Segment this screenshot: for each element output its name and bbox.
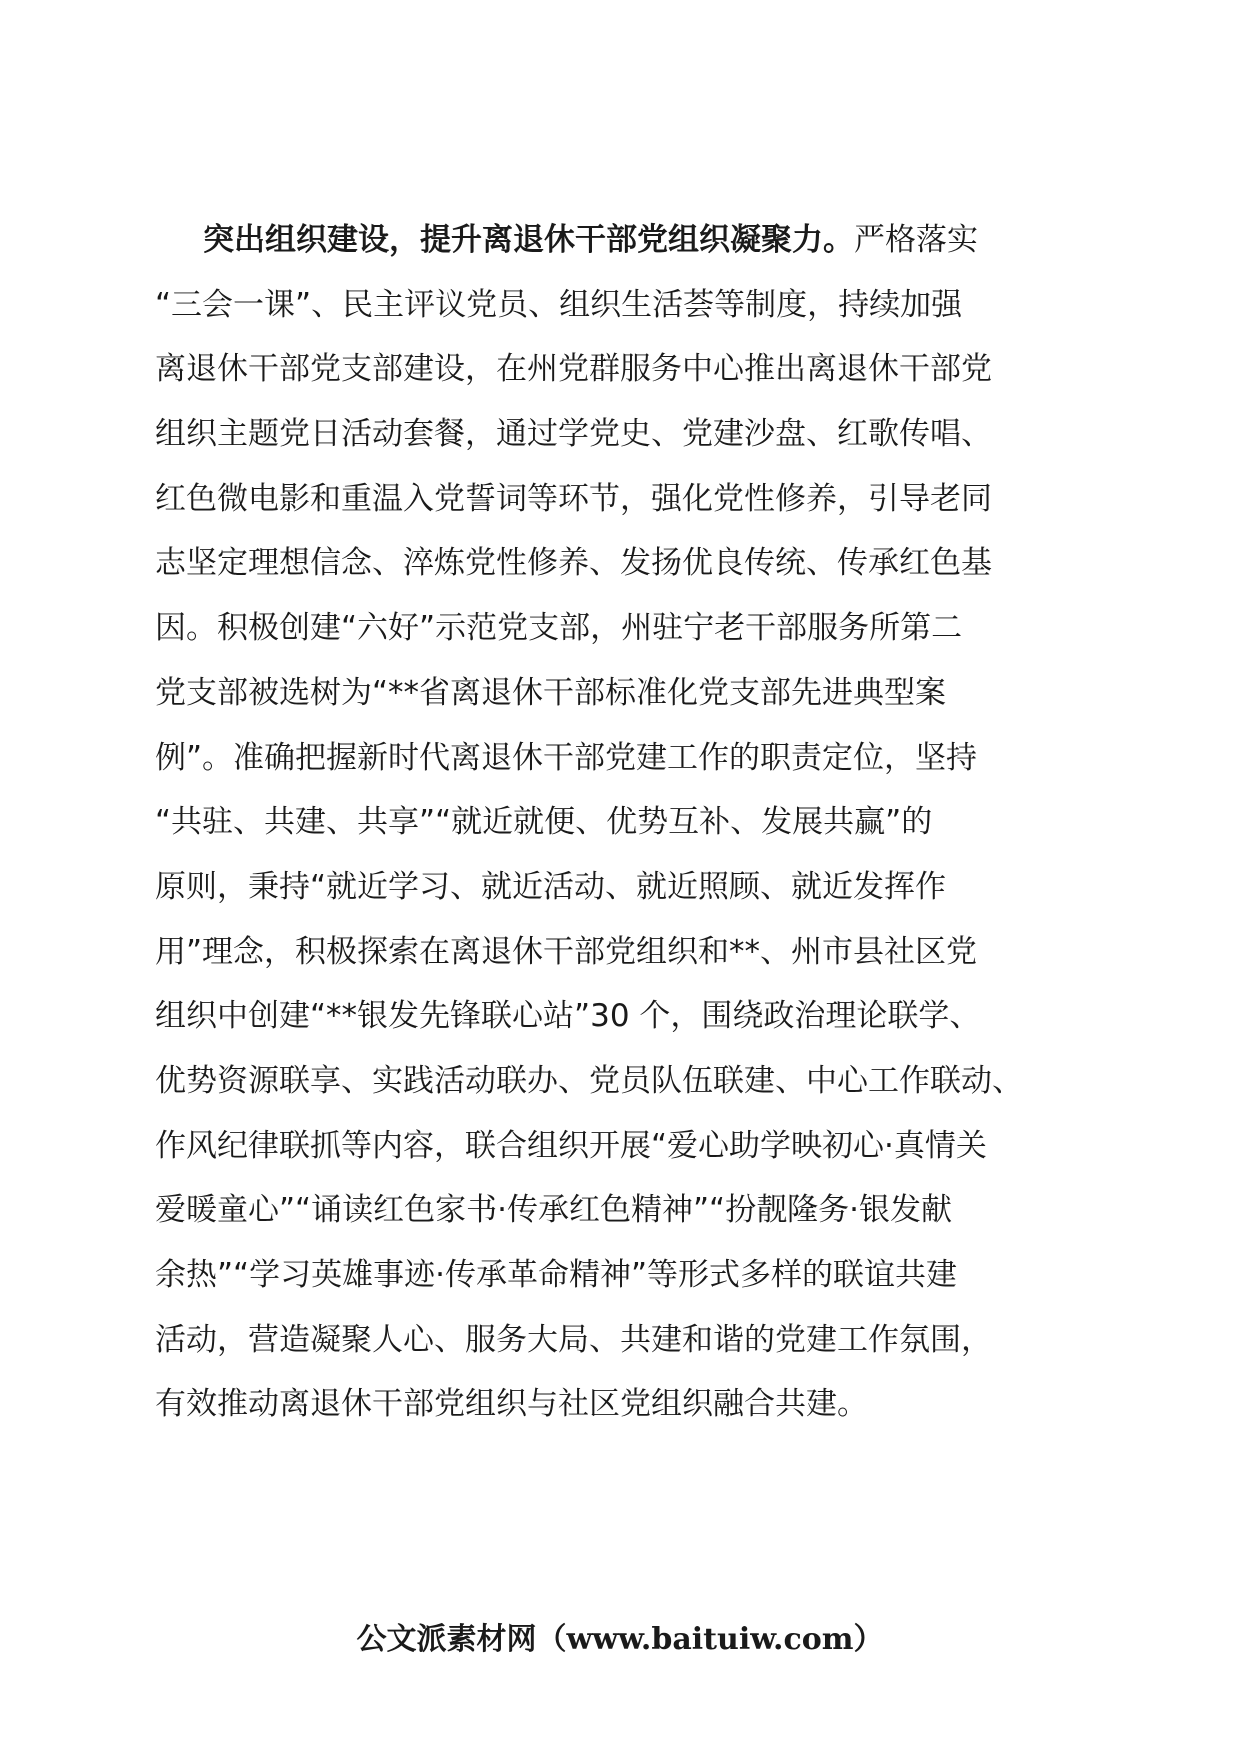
paragraph-line: 余热”“学习英雄事迹·传承革命精神”等形式多样的联谊共建 bbox=[155, 1257, 958, 1293]
paragraph-line bbox=[155, 208, 1095, 273]
paragraph-line: 离退休干部党支部建设，在州党群服务中心推出离退休干部党 bbox=[155, 351, 992, 388]
paragraph-line: 红色微电影和重温入党誓词等环节，强化党性修养，引导老同 bbox=[155, 480, 992, 517]
paragraph-line: 党支部被选树为“**省离退休干部标准化党支部先进典型案 bbox=[155, 674, 947, 711]
paragraph-line: 作风纪律联抓等内容，联合组织开展“爱心助学映初心·真情关 bbox=[155, 1127, 987, 1164]
paragraph-line: 用”理念，积极探索在离退休干部党组织和**、州市县社区党 bbox=[155, 933, 978, 970]
paragraph-line: 因。积极创建“六好”示范党支部，州驻宁老干部服务所第二 bbox=[155, 610, 963, 647]
lead-heading: 突出组织建设，提升离退休干部党组织凝聚力。 bbox=[203, 222, 854, 258]
paragraph-line: 活动，营造凝聚人心、服务大局、共建和谐的党建工作氛围， bbox=[155, 1321, 992, 1358]
body-paragraph bbox=[155, 208, 1095, 1437]
paragraph-line: 组织主题党日活动套餐，通过学党史、党建沙盘、红歌传唱、 bbox=[155, 416, 992, 453]
line-text: 严格落实 bbox=[854, 222, 978, 258]
paragraph-line: “三会一课”、民主评议党员、组织生活荟等制度，持续加强 bbox=[155, 286, 963, 323]
paragraph-line: 优势资源联享、实践活动联办、党员队伍联建、中心工作联动、 bbox=[155, 1062, 1023, 1099]
paragraph-line: 原则，秉持“就近学习、就近活动、就近照顾、就近发挥作 bbox=[155, 868, 947, 905]
paragraph-line: “共驻、共建、共享”“就近就便、优势互补、发展共赢”的 bbox=[155, 804, 933, 841]
footer-watermark: 公文派素材网（www.baituiw.com） bbox=[356, 1622, 884, 1657]
paragraph-line: 志坚定理想信念、淬炼党性修养、发扬优良传统、传承红色基 bbox=[155, 545, 992, 582]
paragraph-line: 爱暖童心”“诵读红色家书·传承红色精神”“扮靓隆务·银发献 bbox=[155, 1192, 952, 1229]
paragraph-line: 组织中创建“**银发先锋联心站”30 个，围绕政治理论联学、 bbox=[155, 998, 981, 1035]
paragraph-line: 例”。准确把握新时代离退休干部党建工作的职责定位，坚持 bbox=[155, 739, 978, 776]
paragraph-line: 有效推动离退休干部党组织与社区党组织融合共建。 bbox=[155, 1386, 868, 1423]
